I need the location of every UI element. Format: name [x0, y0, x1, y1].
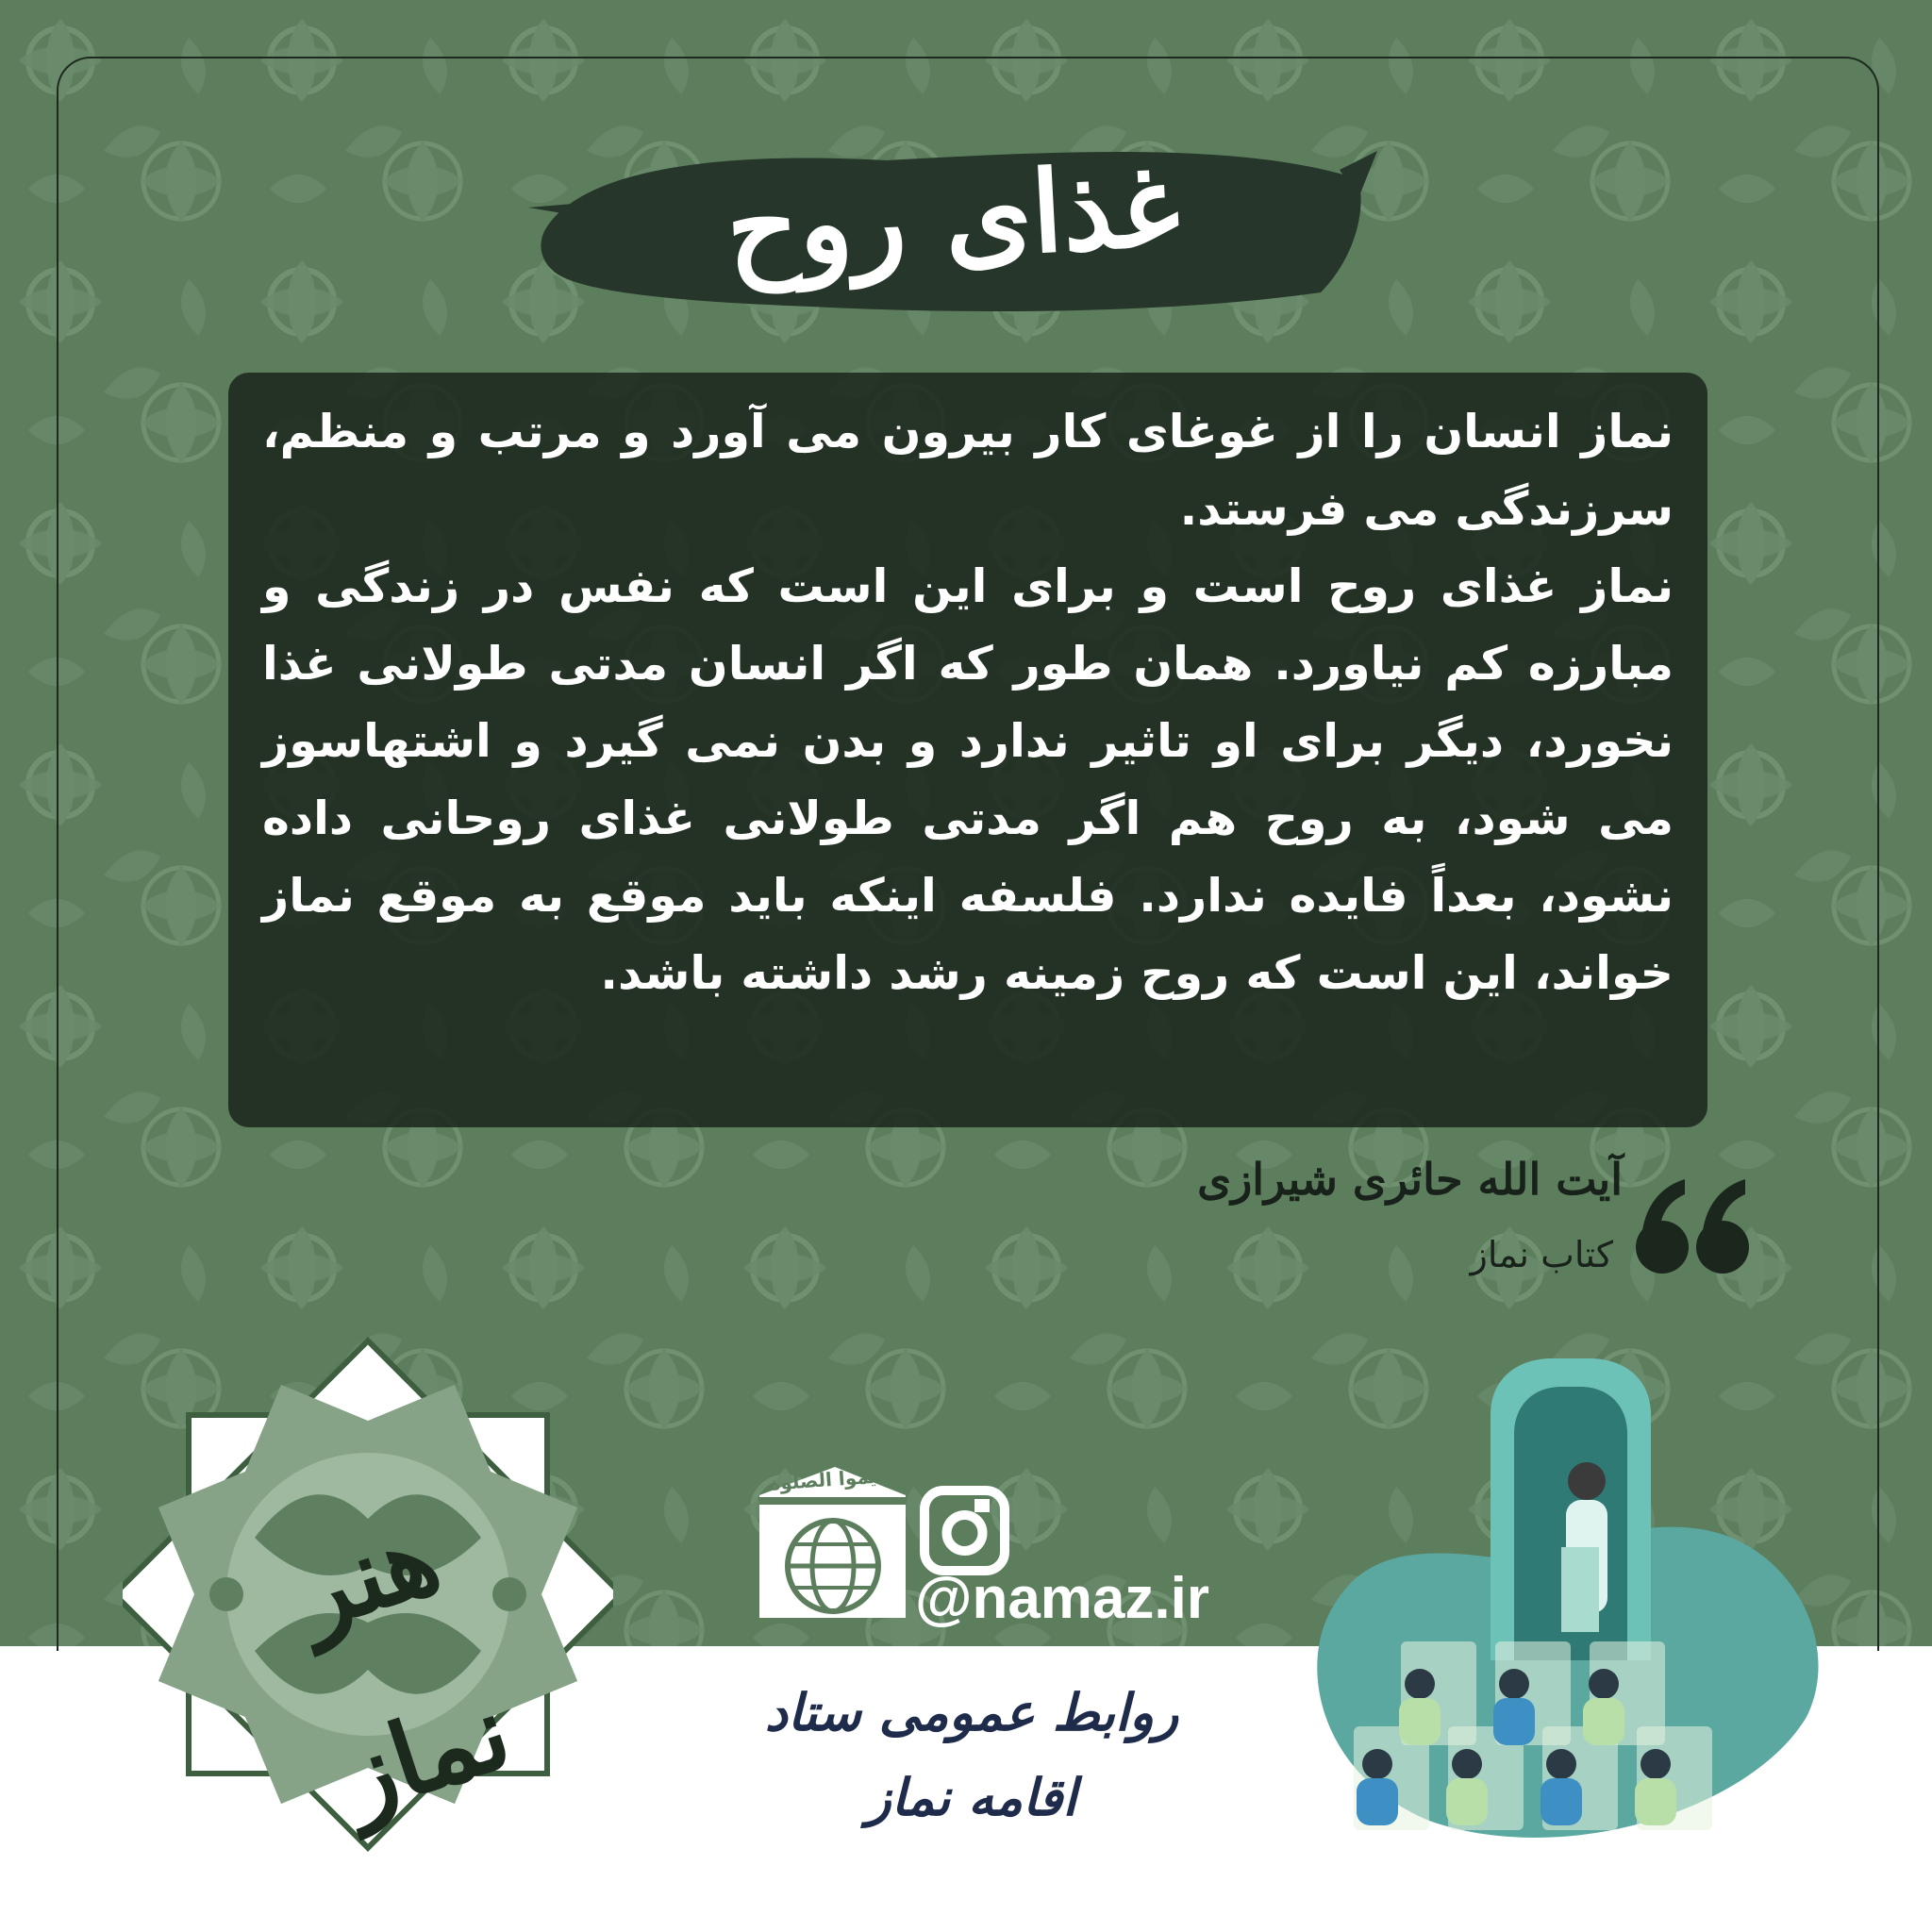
- organization-name: روابط عمومی ستاد اقامه نماز: [764, 1682, 1179, 1827]
- instagram-handle[interactable]: @namaz.ir: [915, 1566, 1209, 1631]
- quote-author: آیت الله حائری شیرازی: [1197, 1154, 1623, 1205]
- star-logo-text: هنر نماز: [282, 1497, 525, 1838]
- quote-source: کتاب نماز: [1470, 1234, 1613, 1275]
- kaaba-logo-text: اقیموا الصلوة: [768, 1463, 897, 1495]
- page-title: غذای روح: [723, 139, 1183, 294]
- body-text-panel: [228, 373, 1707, 1127]
- body-text: [262, 393, 1674, 1012]
- mosque-prayer-illustration: [1278, 1358, 1825, 1849]
- body-paragraph-1: نماز انسان را از غوغای کار بیرون می آورد و مرتب و منظم، سرزندگی می فرستد.: [262, 405, 1674, 536]
- body-paragraph-2: نماز غذای روح است و برای این است که نفس در زندگی و مبارزه کم نیاورد. همان طور که اگر انسان مدتی طولانی غذا نخورد، دیگر برای او تاثیر ندارد و بدن نمی گیرد و اشتهاسوز می شود، به روح هم اگر مدتی طولانی غذای روحانی داده نشود، بعداً فایده ندارد. فلسفه اینکه باید موقع به موقع نماز خواند، این است که روح زمینه رشد داشته باشد.: [262, 559, 1674, 1000]
- quote-mark-icon: [1632, 1170, 1755, 1283]
